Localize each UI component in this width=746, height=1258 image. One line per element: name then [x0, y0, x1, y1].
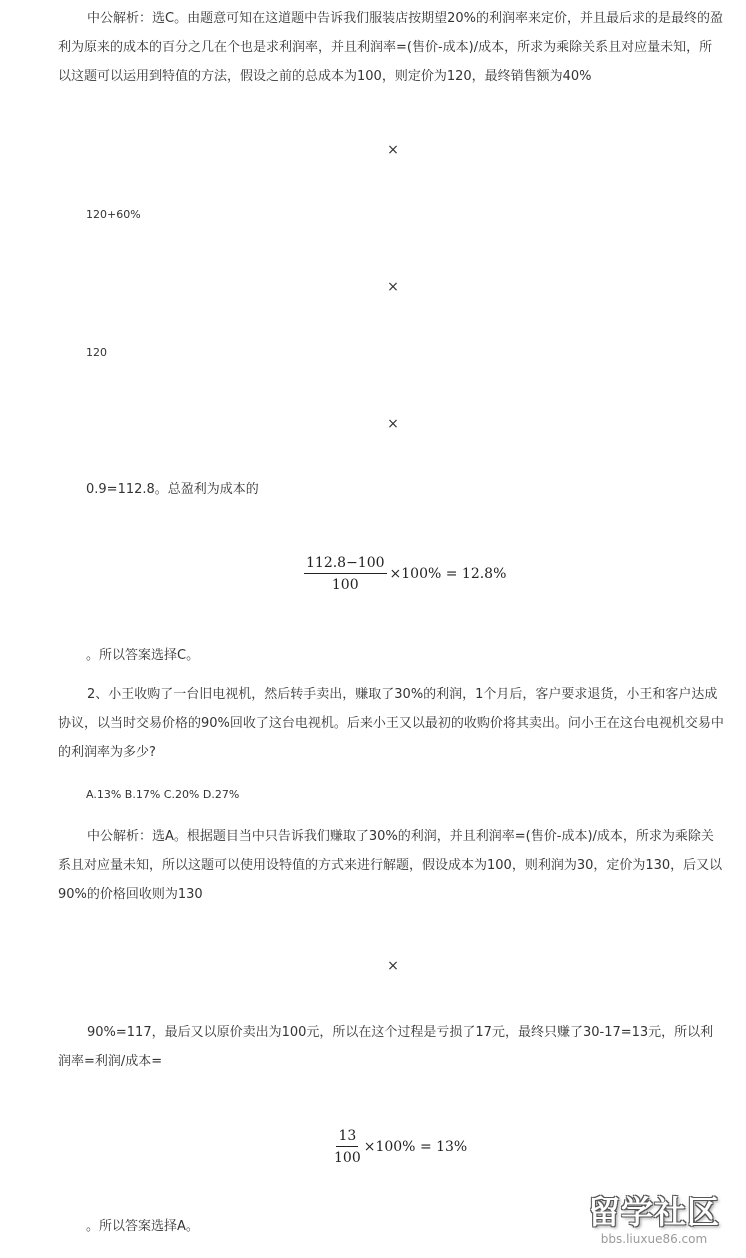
fraction-2-numerator: 13: [336, 1128, 358, 1147]
times-symbol-1: ×: [387, 142, 399, 158]
expression-0-9: 0.9=112.8。总盈利为成本的: [86, 482, 259, 497]
answer-line-1: 。所以答案选择C。: [86, 648, 200, 663]
analysis-paragraph-2: 中公解析：选A。根据题目当中只告诉我们赚取了30%的利润，并且利润率=(售价-成本)/成本，所求为乘除关系且对应量未知，所以这题可以使用设特值的方式来进行解题，假设成本为100，则利润为30，定价为130，后又以90%的价格回收则为130: [58, 829, 723, 902]
expression-90-percent: 90%=117，最后又以原价卖出为100元，所以在这个过程是亏损了17元，最终只赚了30-17=13元，所以利润率=利润/成本=: [58, 1025, 714, 1069]
times-symbol-3: ×: [387, 416, 399, 432]
times-symbol-4: ×: [387, 958, 399, 974]
site-watermark: [570, 1192, 738, 1246]
watermark-logo-text: 留学社区: [587, 1193, 720, 1231]
answer-line-2: 。所以答案选择A。: [86, 1219, 199, 1234]
times-symbol-2: ×: [387, 279, 399, 295]
analysis-paragraph-1: 中公解析：选C。由题意可知在这道题中告诉我们服装店按期望20%的利润率来定价，并且最后求的是最终的盈利为原来的成本的百分之几在个也是求利润率，并且利润率=(售价-成本)/成本，所求为乘除关系且对应量未知，所以这题可以运用到特值的方法，假设之前的总成本为100，则定价为120，最终销售额为40%: [58, 11, 723, 84]
formula-2-result: ×100% = 13%: [363, 1139, 468, 1155]
expression-120-plus-60: 120+60%: [86, 208, 141, 221]
fraction-2-denominator: 100: [334, 1150, 361, 1166]
question-2: 2、小王收购了一台旧电视机，然后转手卖出，赚取了30%的利润，1个月后，客户要求退货，小王和客户达成协议，以当时交易价格的90%回收了这台电视机。后来小王又以最初的收购价将其卖出。问小王在这台电视机交易中的利润率为多少?: [58, 687, 724, 760]
fraction-1-denominator: 100: [331, 577, 359, 593]
formula-1-result: ×100% = 12.8%: [389, 566, 507, 582]
fraction-1: [304, 555, 387, 593]
watermark-url: bbs.liuxue86.com: [600, 1232, 708, 1246]
formula-2: [334, 1128, 467, 1166]
expression-120: 120: [86, 346, 107, 359]
formula-1: [304, 555, 506, 593]
fraction-2: [334, 1128, 361, 1166]
fraction-1-numerator: 112.8−100: [304, 555, 387, 574]
question-2-options: A.13% B.17% C.20% D.27%: [86, 788, 240, 801]
